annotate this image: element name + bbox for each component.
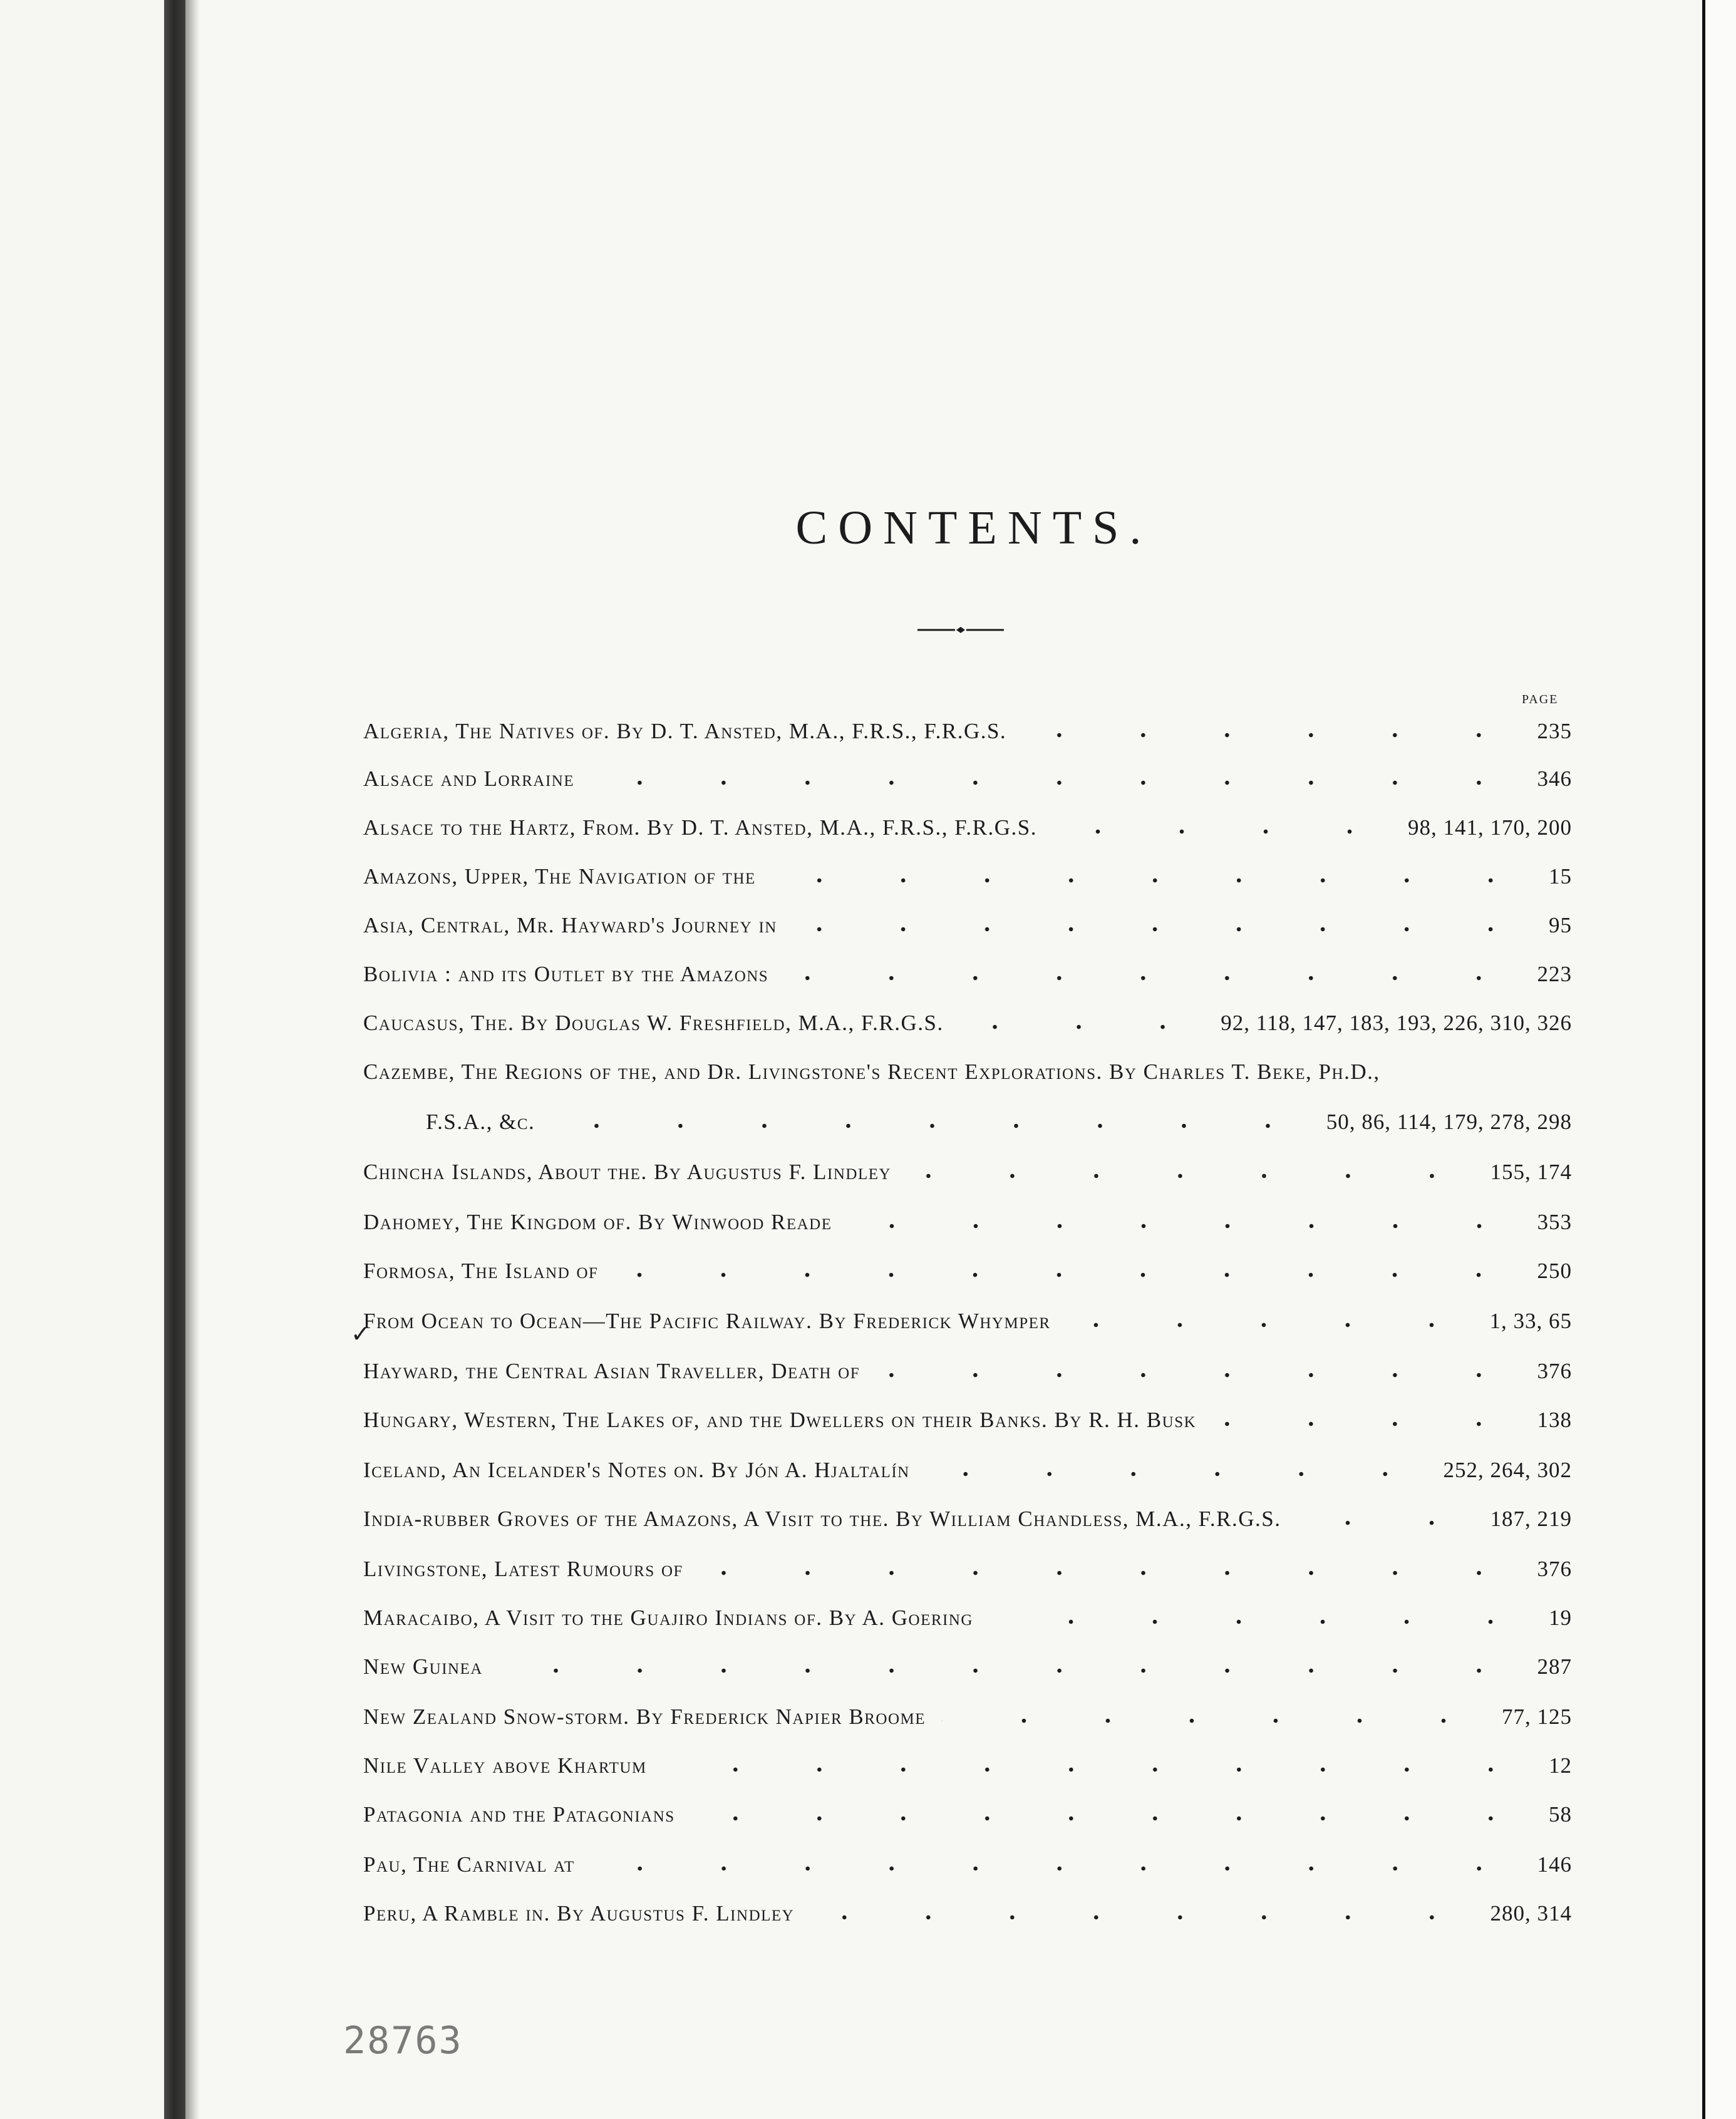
contents-entry	[363, 1507, 1572, 1539]
entry-page-numbers: 1, 33, 65	[1489, 1309, 1572, 1333]
contents-entry	[363, 1011, 1572, 1043]
dot-leader	[1023, 732, 1521, 738]
book-spine	[164, 0, 185, 2119]
contents-entry	[363, 719, 1572, 751]
contents-entry	[363, 913, 1572, 946]
dot-leader	[989, 1619, 1532, 1625]
entry-page-numbers: 146	[1537, 1852, 1572, 1877]
entry-page-numbers: 287	[1537, 1654, 1572, 1679]
entry-title: India-rubber Groves of the Amazons, A Visit to the. By William Chandless, M.A., F.R.G.S.	[363, 1507, 1281, 1531]
contents-entry	[363, 864, 1572, 897]
entry-page-numbers: 19	[1549, 1606, 1572, 1630]
entry-title: Maracaibo, A Visit to the Guajiro Indians of. By A. Goering	[363, 1606, 973, 1630]
page-border	[1702, 0, 1736, 2119]
dot-leader	[849, 1223, 1521, 1229]
contents-entry	[363, 1606, 1572, 1638]
entry-title: Cazembe, The Regions of the, and Dr. Livingstone's Recent Explorations. By Charles T. Beke, Ph.D.,	[363, 1060, 1380, 1084]
dot-leader	[942, 1718, 1485, 1724]
page-column-header: PAGE	[1522, 693, 1559, 706]
contents-entry	[363, 766, 1572, 799]
contents-entry	[363, 962, 1572, 994]
entry-title: Algeria, The Natives of. By D. T. Ansted, M.A., F.R.S., F.R.G.S.	[363, 719, 1007, 743]
entry-title: Caucasus, The. By Douglas W. Freshfield, M.A., F.R.G.S.	[363, 1011, 944, 1035]
entry-page-numbers: 376	[1537, 1557, 1572, 1581]
entry-title: Hungary, Western, The Lakes of, and the Dwellers on their Banks. By R. H. Busk	[363, 1408, 1197, 1432]
entry-title: Alsace to the Hartz, From. By D. T. Ansted, M.A., F.R.S., F.R.G.S.	[363, 815, 1037, 840]
dot-leader	[876, 1372, 1521, 1378]
dot-leader	[663, 1766, 1532, 1773]
contents-entry	[363, 1704, 1572, 1737]
library-stamp-number: 28763	[343, 2019, 463, 2063]
entry-title: Livingstone, Latest Rumours of	[363, 1557, 683, 1581]
entry-title: Patagonia and the Patagonians	[363, 1802, 675, 1827]
dot-leader	[926, 1471, 1427, 1477]
check-mark-icon: ✓	[351, 1321, 371, 1348]
contents-entry	[363, 1654, 1572, 1687]
entry-title: Nile Valley above Khartum	[363, 1753, 647, 1778]
page-title: CONTENTS.	[795, 502, 1152, 554]
entry-page-numbers: 155, 174	[1490, 1160, 1572, 1184]
contents-entry	[363, 1753, 1572, 1786]
entry-title: Iceland, An Icelander's Notes on. By Jón A. Hjaltalín	[363, 1458, 910, 1482]
dot-leader	[772, 877, 1532, 884]
entry-title: Formosa, The Island of	[363, 1259, 599, 1283]
entry-page-numbers: 187, 219	[1490, 1507, 1572, 1531]
contents-entry	[426, 1110, 1572, 1142]
dot-leader	[700, 1570, 1521, 1576]
entry-title: F.S.A., &c.	[426, 1110, 535, 1134]
entry-page-numbers: 223	[1537, 962, 1572, 986]
entry-page-numbers: 346	[1537, 766, 1572, 791]
entry-title: New Guinea	[363, 1654, 483, 1679]
dot-leader	[591, 1865, 1521, 1872]
contents-entry	[363, 1309, 1572, 1341]
entry-page-numbers: 15	[1549, 864, 1572, 889]
entry-page-numbers: 138	[1537, 1408, 1572, 1432]
entry-page-numbers: 95	[1549, 913, 1572, 937]
entry-page-numbers: 353	[1537, 1210, 1572, 1234]
entry-page-numbers: 98, 141, 170, 200	[1408, 815, 1572, 840]
entry-page-numbers: 77, 125	[1502, 1704, 1572, 1729]
contents-entry	[363, 1458, 1572, 1490]
entry-title: Dahomey, The Kingdom of. By Winwood Reade	[363, 1210, 832, 1234]
entry-title: Alsace and Lorraine	[363, 766, 575, 791]
dot-leader	[591, 780, 1521, 786]
entry-title: Bolivia : and its Outlet by the Amazons	[363, 962, 769, 986]
contents-entry	[363, 1359, 1572, 1391]
dot-leader	[907, 1173, 1474, 1179]
entry-page-numbers: 376	[1537, 1359, 1572, 1383]
entry-title: From Ocean to Ocean—The Pacific Railway. By Frederick Whymper	[363, 1309, 1051, 1333]
contents-entry	[363, 1557, 1572, 1589]
entry-title: Hayward, the Central Asian Traveller, Death of	[363, 1359, 860, 1383]
contents-entry	[363, 1852, 1572, 1885]
entry-page-numbers: 50, 86, 114, 179, 278, 298	[1326, 1110, 1572, 1134]
dot-leader	[551, 1123, 1310, 1129]
dot-leader	[1212, 1421, 1521, 1427]
entry-page-numbers: 250	[1537, 1259, 1572, 1283]
contents-entry	[363, 1259, 1572, 1291]
entry-page-numbers: 92, 118, 147, 183, 193, 226, 310, 326	[1221, 1011, 1572, 1035]
contents-entry	[363, 815, 1572, 848]
title-ornament-divider	[917, 625, 1004, 635]
gutter-shadow	[185, 0, 199, 2119]
dot-leader	[960, 1024, 1205, 1030]
entry-title: Amazons, Upper, The Navigation of the	[363, 864, 756, 889]
contents-entry	[363, 1160, 1572, 1192]
entry-title: Asia, Central, Mr. Hayward's Journey in	[363, 913, 777, 937]
entry-title: Peru, A Ramble in. By Augustus F. Lindley	[363, 1901, 795, 1926]
facing-page-edge	[0, 0, 164, 2119]
contents-entry	[363, 1408, 1572, 1440]
entry-title: Chincha Islands, About the. By Augustus F. Lindley	[363, 1160, 892, 1184]
dot-leader	[810, 1914, 1474, 1921]
entry-page-numbers: 252, 264, 302	[1443, 1458, 1572, 1482]
dot-leader	[499, 1668, 1521, 1674]
contents-entry	[363, 1210, 1572, 1242]
dot-leader	[1067, 1322, 1474, 1328]
contents-entry	[363, 1802, 1572, 1835]
dot-leader	[1053, 828, 1392, 835]
entry-page-numbers: 12	[1549, 1753, 1572, 1778]
dot-leader	[785, 975, 1521, 981]
entry-page-numbers: 280, 314	[1490, 1901, 1572, 1926]
contents-entry	[363, 1060, 1572, 1092]
dot-leader	[793, 926, 1532, 932]
contents-entry	[363, 1901, 1572, 1934]
entry-page-numbers: 235	[1537, 719, 1572, 743]
dot-leader	[691, 1815, 1532, 1822]
dot-leader	[614, 1272, 1521, 1278]
entry-title: New Zealand Snow-storm. By Frederick Napier Broome	[363, 1704, 926, 1729]
dot-leader	[1297, 1520, 1474, 1526]
entry-page-numbers: 58	[1549, 1802, 1572, 1827]
entry-title: Pau, The Carnival at	[363, 1852, 575, 1877]
